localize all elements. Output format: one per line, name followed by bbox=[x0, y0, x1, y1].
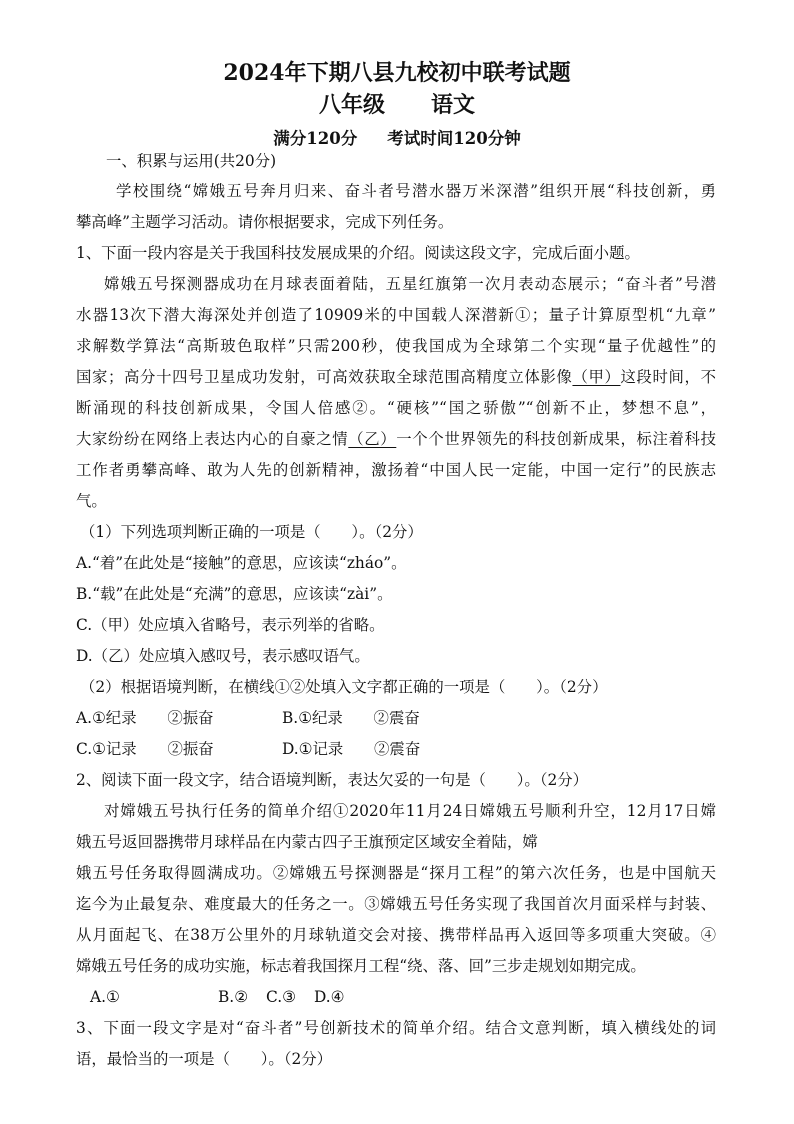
q1-sub2-option-a: A.①纪录 ②振奋 bbox=[76, 709, 214, 727]
q1-passage-line-6: 大家纷纷在网络上表达内心的自豪之情（乙）一个个世界领先的科技创新成果，标注着科技 bbox=[76, 430, 716, 448]
q1-passage-line-5: 断涌现的科技创新成果，令国人倍感②。“硬核”“国之骄傲”“创新不止，梦想不息”， bbox=[76, 399, 716, 417]
question-1-stem: 1、下面一段内容是关于我国科技发展成果的介绍。阅读这段文字，完成后面小题。 bbox=[76, 244, 640, 262]
q2-passage-line-6: 嫦娥五号任务的成功实施，标志着我国探月工程“绕、落、回”三步走规划如期完成。 bbox=[76, 957, 646, 975]
q1-passage-line-4: 国家；高分十四号卫星成功发射，可高效获取全球范围高精度立体影像（甲）这段时间，不 bbox=[76, 368, 716, 386]
q2-passage-line-2: 娥五号返回器携带月球样品在内蒙古四子王旗预定区域安全着陆，嫦 bbox=[76, 833, 538, 851]
q1-sub1-stem: （1）下列选项判断正确的一项是（ ）。（2分） bbox=[80, 523, 423, 541]
q1-sub2-option-c: C.①记录 ②振奋 bbox=[76, 740, 214, 758]
q1-passage-line-8: 气。 bbox=[76, 492, 107, 510]
intro-line-1: 学校围绕“嫦娥五号奔月归来、奋斗者号潜水器万米深潜”组织开展“科技创新，勇 bbox=[116, 182, 716, 200]
q1-sub1-option-a: A.“着”在此处是“接触”的意思，应该读“zháo”。 bbox=[76, 554, 407, 572]
q2-option-b: B.② bbox=[218, 988, 248, 1006]
q2-option-a: A.① bbox=[90, 988, 120, 1006]
grade-subject-line bbox=[0, 88, 794, 119]
q1-passage-line-3: 求解数学算法“高斯玻色取样”只需200秒，使我国成为全球第二个实现“量子优越性”的 bbox=[76, 337, 716, 355]
question-3-stem-line-1: 3、下面一段文字是对“奋斗者”号创新技术的简单介绍。结合文意判断，填入横线处的词 bbox=[76, 1019, 716, 1037]
q1-passage-line-7: 工作者勇攀高峰、敢为人先的创新精神，激扬着“中国人民一定能，中国一定行”的民族志 bbox=[76, 461, 716, 479]
q2-passage-line-5: 从月面起飞、在38万公里外的月球轨道交会对接、携带样品再入返回等多项重大突破。④ bbox=[76, 926, 716, 944]
q1-sub1-option-b: B.“载”在此处是“充满”的意思，应该读“zài”。 bbox=[76, 585, 393, 603]
exam-title: 2024年下期八县九校初中联考试题 bbox=[223, 60, 571, 86]
exam-time: 考试时间120分钟 bbox=[387, 129, 521, 148]
grade-label: 八年级 bbox=[318, 92, 385, 118]
intro-line-2: 攀高峰”主题学习活动。请你根据要求，完成下列任务。 bbox=[76, 213, 454, 231]
q1-passage-line-2: 水器13次下潜大海深处并创造了10909米的中国载人深潜新①；量子计算原型机“九章” bbox=[76, 306, 716, 324]
question-3-stem-line-2: 语，最恰当的一项是（ ）。（2分） bbox=[76, 1050, 333, 1068]
q2-passage-line-3: 娥五号任务取得圆满成功。②嫦娥五号探测器是“探月工程”的第六次任务，也是中国航天 bbox=[76, 864, 716, 882]
q1-sub2-option-b: B.①纪录 ②震奋 bbox=[282, 709, 420, 727]
full-score: 满分120分 bbox=[273, 129, 358, 148]
q2-option-d: D.④ bbox=[314, 988, 345, 1006]
q2-passage-line-1: 对嫦娥五号执行任务的简单介绍①2020年11月24日嫦娥五号顺利升空，12月17日嫦 bbox=[104, 802, 716, 820]
subject-label: 语文 bbox=[431, 92, 476, 118]
section-heading: 一、积累与运用(共20分) bbox=[106, 152, 277, 170]
blank-yi: （乙） bbox=[348, 430, 397, 448]
q1-sub1-option-c: C.（甲）处应填入省略号，表示列举的省略。 bbox=[76, 616, 385, 634]
score-time-line bbox=[0, 125, 794, 149]
blank-jia: （甲） bbox=[572, 368, 621, 386]
q1-sub1-option-d: D.（乙）处应填入感叹号，表示感叹语气。 bbox=[76, 647, 370, 665]
q2-passage-line-4: 迄今为止最复杂、难度最大的任务之一。③嫦娥五号任务实现了我国首次月面采样与封装、 bbox=[76, 895, 716, 913]
q1-passage-line-1: 嫦娥五号探测器成功在月球表面着陆，五星红旗第一次月表动态展示；“奋斗者”号潜 bbox=[104, 275, 716, 293]
q1-sub2-stem: （2）根据语境判断，在横线①②处填入文字都正确的一项是（ ）。（2分） bbox=[80, 678, 608, 696]
q2-option-c: C.③ bbox=[266, 988, 296, 1006]
question-2-stem: 2、阅读下面一段文字，结合语境判断，表达欠妥的一句是（ ）。（2分） bbox=[76, 771, 589, 789]
q1-sub2-option-d: D.①记录 ②震奋 bbox=[282, 740, 421, 758]
